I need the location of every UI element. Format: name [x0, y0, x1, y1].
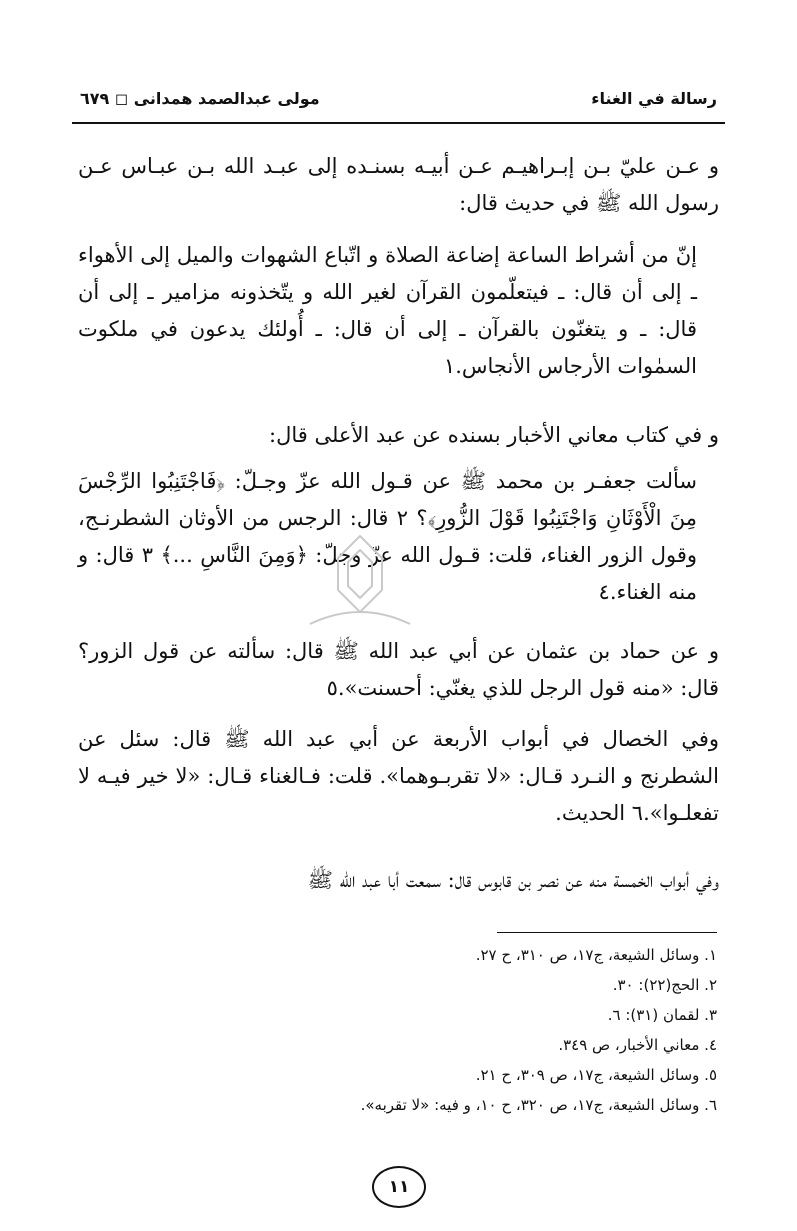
footnote-5: ٥. وسائل الشيعة، ج١٧، ص ٣٠٩، ح ٢١. — [475, 1066, 717, 1084]
paragraph-2: و في كتاب معاني الأخبار بسنده عن عبد الأعلى قال: — [269, 423, 719, 447]
footnote-2: ٢. الحج(٢٢): ٣٠. — [612, 976, 717, 994]
running-header — [80, 78, 717, 118]
footnote-4: ٤. معاني الأخبار، ص ٣٤٩. — [558, 1036, 717, 1054]
library-watermark-logo — [300, 528, 420, 638]
hadith-quote-2: سألت جعفـر بن محمد ﷺ عن قـول الله عزّ وجـلّ: ﴿فَاجْتَنِبُوا الرِّجْسَ مِنَ الْأَوْثَانِ وَاجْتَنِبُوا قَوْلَ الزُّورِ﴾؟ ٢ قال: الرجس من الأوثان الشطرنـج، وقول الزور الغناء، قلت: قـول الله عزّ وجلّ: ﴿وَمِنَ النَّاسِ ...﴾ ٣ قال: و منه الغناء.٤ — [78, 469, 698, 604]
hadith-quote-1: إنّ من أشراط الساعة إضاعة الصلاة و اتّباع الشهوات والميل إلى الأهواء ـ إلى أن قال: ـ فيتعلّمون القرآن لغير الله و يتّخذونه مزامير ـ إلى أن قال: ـ و يتغنّون بالقرآن ـ إلى أن قال: ـ أُولئك يدعون في ملكوت السمٰوات الأرجاس الأنجاس.١ — [78, 243, 697, 378]
paragraph-4: وفي الخصال في أبواب الأربعة عن أبي عبد الله ﷺ قال: سئل عن الشطرنج و النـرد قـال: «لا تقربـوهما». قلت: فـالغناء قـال: «لا خير فيـه لا تفعلـوا».٦ الحديث. — [78, 727, 719, 825]
footnotes — [80, 940, 717, 1120]
header-divider — [72, 122, 725, 124]
paragraph-1: و عـن عليّ بـن إبـراهيـم عـن أبيـه بسنـده إلى عبـد الله بـن عبـاس عـن رسول الله ﷺ في حديث قال: — [78, 154, 719, 215]
paragraph-5: وفي أبواب الخمسة منه عن نصر بن قابوس قال: سمعت أبا عبد الله ﷺ — [307, 868, 719, 892]
footnote-6: ٦. وسائل الشيعة، ج١٧، ص ٣٢٠، ح ١٠، و فيه: «لا تقربه». — [360, 1096, 717, 1114]
paragraph-3: و عن حماد بن عثمان عن أبي عبد الله ﷺ قال: سألته عن قول الزور؟ قال: «منه قول الرجل للذي يغنّي: أحسنت».٥ — [78, 639, 719, 700]
page-number: ١١ — [372, 1166, 426, 1208]
footnote-1: ١. وسائل الشيعة، ج١٧، ص ٣١٠، ح ٢٧. — [475, 946, 717, 964]
footnote-3: ٣. لقمان (٣١): ٦. — [607, 1006, 717, 1024]
footnote-divider — [497, 932, 717, 933]
header-author-page: مولى عبدالصمد همدانى ◻ ٦٧٩ — [80, 88, 320, 108]
header-book-title: رسالة في الغناء — [591, 88, 717, 108]
